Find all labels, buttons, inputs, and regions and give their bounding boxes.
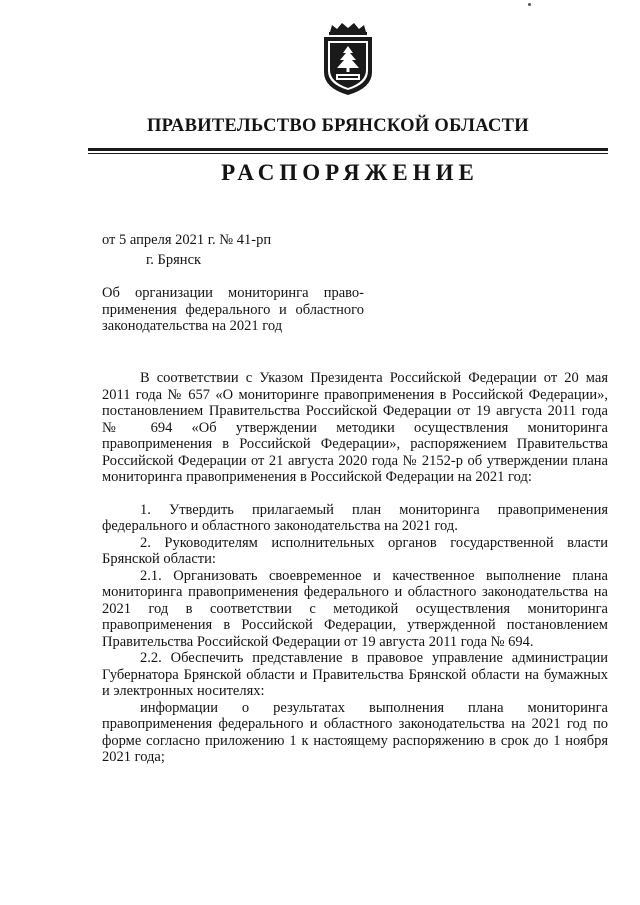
preamble-paragraph: В соответствии с Указом Президента Российской Федерации от 20 мая 2011 года № 657 «О мониторинге правоприменения в Российской Федерации», постановлением Правительства Российской Федерации от 19 августа 2011 года № 694 «Об утверждении методики осуществления мониторинга правоприменения в Российской Федерации», распоряжением Правительства Российской Федерации от 21 августа 2020 года № 2152-р об утверждении плана мониторинга правоприменения в Российской Федерации на 2021 год: (102, 370, 608, 485)
document-body (102, 370, 608, 766)
item-2-paragraph: 2. Руководителям исполнительных органов государственной власти Брянской области: (102, 534, 608, 567)
document-city: г. Брянск (146, 252, 202, 268)
header-divider-thick (88, 148, 608, 151)
item-2-2-a-paragraph: информации о результатах выполнения плана мониторинга правоприменения федерального и областного законодательства на 2021 год по форме согласно приложению 1 к настоящему распоряжению в срок до 1 ноября 2021 года; (102, 699, 608, 765)
document-type-heading: РАСПОРЯЖЕНИЕ (221, 160, 479, 185)
item-2-2-paragraph: 2.2. Обеспечить представление в правовое управление администрации Губернатора Брянской области и Правительства Брянской области на бумажных и электронных носителях: (102, 650, 608, 699)
scan-speck (528, 3, 531, 6)
item-1-paragraph: 1. Утвердить прилагаемый план мониторинга правоприменения федерального и областного законодательства на 2021 год. (102, 501, 608, 534)
item-2-1-paragraph: 2.1. Организовать своевременное и качественное выполнение плана мониторинга правоприменения федерального и областного законодательства на 2021 год в соответствии с методикой осуществления мониторинга правоприменения в Российской Федерации, утвержденной постановлением Правительства Российской Федерации от 19 августа 2011 года № 694. (102, 567, 608, 650)
header-divider-thin (88, 153, 608, 154)
document-subject: Об организации мониторинга право-применения федерального и областного законодательства на 2021 год (102, 285, 364, 334)
document-dateline: от 5 апреля 2021 г. № 41-рп (102, 232, 272, 248)
organization-title: ПРАВИТЕЛЬСТВО БРЯНСКОЙ ОБЛАСТИ (146, 116, 529, 136)
bryansk-coat-of-arms-icon (320, 22, 376, 98)
